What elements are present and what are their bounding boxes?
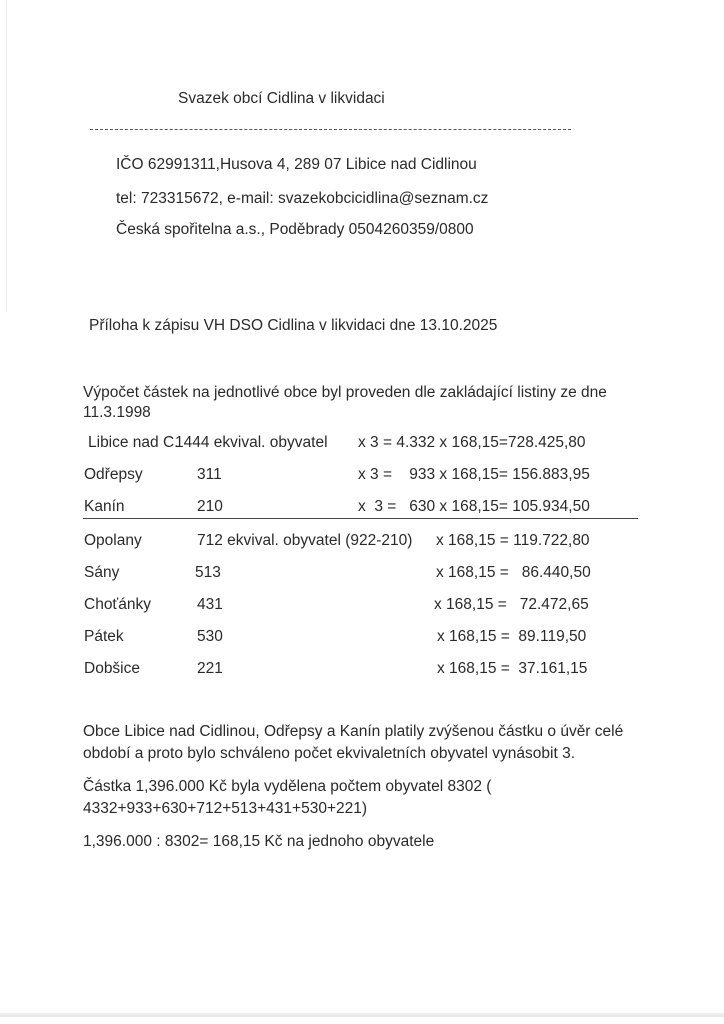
header-separator bbox=[90, 129, 571, 130]
population-value: 513 bbox=[195, 564, 221, 581]
population-value: 530 bbox=[197, 628, 223, 645]
population-value: 221 bbox=[197, 660, 223, 677]
note-paragraph-3: 1,396.000 : 8302= 168,15 Kč na jednoho obyvatele bbox=[83, 833, 435, 850]
population-value: 311 bbox=[197, 466, 222, 483]
population-value: 712 ekvival. obyvatel (922-210) bbox=[197, 532, 413, 549]
table-row bbox=[0, 597, 724, 615]
table-row bbox=[0, 435, 724, 453]
calculation-intro-line2: 11.3.1998 bbox=[83, 404, 151, 421]
header-contact: tel: 723315672, e-mail: svazekobcicidlina@seznam.cz bbox=[116, 190, 489, 207]
organization-title: Svazek obcí Cidlina v likvidaci bbox=[178, 90, 385, 107]
table-row bbox=[0, 565, 724, 583]
calculation-value: x 3 = 933 x 168,15= 156.883,95 bbox=[358, 466, 590, 483]
scan-artifact-bottom bbox=[0, 1013, 724, 1017]
calculation-value: x 168,15 = 72.472,65 bbox=[434, 596, 589, 613]
note-paragraph-1-line2: období a proto bylo schváleno počet ekvivaletních obyvatel vynásobit 3. bbox=[83, 745, 576, 762]
header-bank: Česká spořitelna a.s., Poděbrady 0504260359/0800 bbox=[116, 221, 474, 238]
calculation-value: x 168,15 = 86.440,50 bbox=[436, 564, 591, 581]
table-row bbox=[0, 467, 724, 485]
note-paragraph-1-line1: Obce Libice nad Cidlinou, Odřepsy a Kanín platily zvýšenou částku o úvěr celé bbox=[83, 723, 624, 740]
table-row bbox=[0, 661, 724, 679]
municipality-name: Pátek bbox=[84, 628, 124, 645]
note-paragraph-2-line2: 4332+933+630+712+513+431+530+221) bbox=[83, 800, 368, 817]
calculation-value: x 168,15 = 37.161,15 bbox=[437, 660, 588, 677]
calculation-value: x 168,15 = 119.722,80 bbox=[436, 532, 590, 549]
municipality-name: Kanín bbox=[84, 498, 125, 515]
table-row bbox=[0, 499, 724, 517]
calculation-value: x 168,15 = 89.119,50 bbox=[437, 628, 587, 645]
calculation-value: x 3 = 4.332 x 168,15=728.425,80 bbox=[358, 434, 586, 451]
population-value: 1444 ekvival. obyvatel bbox=[175, 434, 328, 451]
municipality-name: Choťánky bbox=[84, 596, 151, 613]
header-address: IČO 62991311,Husova 4, 289 07 Libice nad Cidlinou bbox=[116, 156, 477, 173]
municipality-name: Sány bbox=[84, 564, 120, 581]
calculation-intro-line1: Výpočet částek na jednotlivé obce byl proveden dle zakládající listiny ze dne bbox=[83, 384, 607, 401]
scan-artifact-left bbox=[6, 0, 7, 312]
table-row bbox=[0, 533, 724, 551]
population-value: 210 bbox=[197, 498, 223, 515]
municipality-name: Dobšice bbox=[84, 660, 140, 677]
calculation-value: x 3 = 630 x 168,15= 105.934,50 bbox=[358, 498, 590, 515]
municipality-name: Opolany bbox=[84, 532, 142, 549]
municipality-name: Libice nad C. bbox=[88, 434, 179, 451]
municipality-name: Odřepsy bbox=[84, 466, 143, 483]
table-divider bbox=[83, 518, 638, 519]
note-paragraph-2-line1: Částka 1,396.000 Kč byla vydělena počtem obyvatel 8302 ( bbox=[83, 778, 492, 795]
table-row bbox=[0, 629, 724, 647]
attachment-title: Příloha k zápisu VH DSO Cidlina v likvidaci dne 13.10.2025 bbox=[89, 317, 498, 334]
population-value: 431 bbox=[197, 596, 223, 613]
